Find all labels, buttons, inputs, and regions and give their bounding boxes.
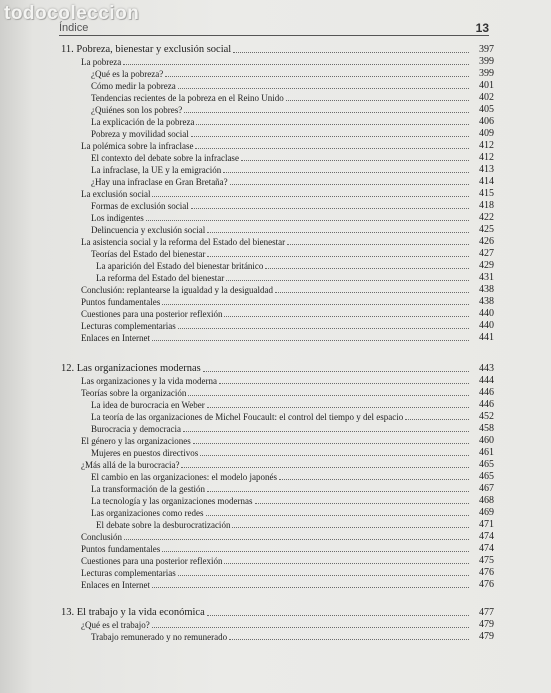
dot-leader bbox=[207, 490, 469, 492]
dot-leader bbox=[162, 550, 469, 552]
toc-entry bbox=[61, 446, 494, 458]
toc-entry-page: 443 bbox=[479, 363, 494, 374]
toc-entry bbox=[61, 271, 494, 283]
toc-entry-page: 469 bbox=[479, 507, 494, 518]
toc-entry-page: 406 bbox=[479, 116, 494, 127]
toc-entry-title: Cuestiones para una posterior reflexión bbox=[81, 556, 223, 566]
toc-entry-page: 440 bbox=[479, 308, 494, 319]
dot-leader bbox=[196, 123, 469, 125]
toc-entry-page: 479 bbox=[479, 631, 494, 642]
toc-entry bbox=[61, 434, 494, 446]
dot-leader bbox=[146, 219, 469, 221]
toc-entry bbox=[61, 530, 494, 542]
toc-entry-title: Los indigentes bbox=[91, 213, 144, 223]
toc-entry bbox=[61, 79, 494, 91]
toc-entry-page: 401 bbox=[479, 80, 494, 91]
dot-leader bbox=[224, 562, 469, 564]
dot-leader bbox=[178, 87, 469, 89]
toc-entry-title: La pobreza bbox=[81, 57, 122, 67]
toc-entry-page: 476 bbox=[479, 579, 494, 590]
dot-leader bbox=[191, 207, 469, 209]
toc-entry-title: Teorías del Estado del bienestar bbox=[91, 249, 206, 259]
toc-entry-title: Formas de exclusión social bbox=[91, 201, 189, 211]
toc-chapter-11 bbox=[61, 43, 494, 343]
dot-leader bbox=[191, 135, 469, 137]
toc-entry-page: 427 bbox=[479, 248, 494, 259]
toc-chapter-heading bbox=[61, 362, 494, 374]
toc-entry-page: 474 bbox=[479, 543, 494, 554]
watermark: todocoleccion bbox=[4, 3, 140, 24]
toc-entry-title: La tecnología y las organizaciones modernas bbox=[91, 496, 253, 506]
toc-entry-page: 477 bbox=[479, 607, 494, 618]
toc-chapter-heading bbox=[61, 606, 494, 618]
toc-chapter-heading bbox=[61, 43, 494, 55]
dot-leader bbox=[123, 63, 469, 65]
toc-entry-title: Las organizaciones como redes bbox=[91, 508, 204, 518]
dot-leader bbox=[206, 514, 469, 516]
toc-entry-page: 467 bbox=[479, 483, 494, 494]
toc-entry-title: La explicación de la pobreza bbox=[91, 117, 195, 127]
toc-entry bbox=[61, 67, 494, 79]
dot-leader bbox=[279, 478, 469, 480]
toc-entry-title: La infraclase, la UE y la emigración bbox=[91, 165, 222, 175]
toc-entry-title: Teorías sobre la organización bbox=[81, 388, 187, 398]
toc-entry-title: La transformación de la gestión bbox=[91, 484, 205, 494]
toc-entry bbox=[61, 542, 494, 554]
dot-leader bbox=[200, 454, 469, 456]
toc-entry bbox=[61, 331, 494, 343]
toc-entry bbox=[61, 554, 494, 566]
dot-leader bbox=[405, 418, 469, 420]
toc-entry-title: Trabajo remunerado y no remunerado bbox=[91, 632, 228, 642]
dot-leader bbox=[224, 315, 469, 317]
toc-entry-page: 412 bbox=[479, 152, 494, 163]
toc-entry-title: Cuestiones para una posterior reflexión bbox=[81, 309, 223, 319]
dot-leader bbox=[178, 327, 469, 329]
toc-entry-page: 399 bbox=[479, 68, 494, 79]
toc-entry bbox=[61, 235, 494, 247]
dot-leader bbox=[219, 382, 469, 384]
toc-entry-page: 409 bbox=[479, 128, 494, 139]
toc-entry-title: ¿Más allá de la burocracia? bbox=[81, 460, 180, 470]
toc-entry-title: Delincuencia y exclusión social bbox=[91, 225, 206, 235]
page-number: 13 bbox=[475, 21, 489, 35]
toc-entry bbox=[61, 494, 494, 506]
dot-leader bbox=[287, 243, 469, 245]
toc-entry bbox=[61, 187, 494, 199]
toc-entry bbox=[61, 127, 494, 139]
toc-entry-title: Lecturas complementarias bbox=[81, 321, 176, 331]
toc-entry bbox=[61, 422, 494, 434]
toc-entry-page: 444 bbox=[479, 375, 494, 386]
toc-entry-title: La reforma del Estado del bienestar bbox=[96, 273, 225, 283]
toc-chapter-13 bbox=[61, 606, 494, 642]
toc-chapter-12 bbox=[61, 362, 494, 590]
toc-entry-title: Cómo medir la pobreza bbox=[91, 81, 176, 91]
dot-leader bbox=[152, 195, 469, 197]
toc-entry-title: La exclusión social bbox=[81, 189, 151, 199]
dot-leader bbox=[124, 538, 469, 540]
toc-entry-title: La idea de burocracia en Weber bbox=[91, 400, 205, 410]
toc-entry-title: Puntos fundamentales bbox=[81, 544, 161, 554]
toc-entry bbox=[61, 398, 494, 410]
dot-leader bbox=[184, 111, 469, 113]
toc-entry-page: 397 bbox=[479, 44, 494, 55]
toc-entry-title: El contexto del debate sobre la infraclase bbox=[91, 153, 239, 163]
dot-leader bbox=[286, 99, 469, 101]
toc-entry-page: 441 bbox=[479, 332, 494, 343]
toc-entry-page: 422 bbox=[479, 212, 494, 223]
toc-entry-page: 426 bbox=[479, 236, 494, 247]
toc-entry-title: El género y las organizaciones bbox=[81, 436, 191, 446]
toc-entry-page: 412 bbox=[479, 140, 494, 151]
toc-entry bbox=[61, 115, 494, 127]
toc-entry-title: Las organizaciones y la vida moderna bbox=[81, 376, 218, 386]
toc-entry-page: 475 bbox=[479, 555, 494, 566]
toc-entry-title: Enlaces en Internet bbox=[81, 580, 150, 590]
toc-entry-page: 399 bbox=[479, 56, 494, 67]
toc-entry-title: La teoría de las organizaciones de Michel Foucault: el control del tiempo y del espacio bbox=[91, 412, 404, 422]
toc-entry-page: 465 bbox=[479, 459, 494, 470]
toc-entry-page: 460 bbox=[479, 435, 494, 446]
toc-entry-page: 461 bbox=[479, 447, 494, 458]
toc-entry-page: 402 bbox=[479, 92, 494, 103]
dot-leader bbox=[207, 406, 469, 408]
toc-entry bbox=[61, 103, 494, 115]
toc-entry-title: Mujeres en puestos directivos bbox=[91, 448, 199, 458]
section-title: Índice bbox=[59, 22, 89, 34]
toc-entry-page: 476 bbox=[479, 567, 494, 578]
toc-entry-title: Tendencias recientes de la pobreza en el Reino Unido bbox=[91, 93, 284, 103]
toc-entry-page: 431 bbox=[479, 272, 494, 283]
toc-entry-title: 11. Pobreza, bienestar y exclusión social bbox=[61, 44, 232, 55]
toc-entry bbox=[61, 470, 494, 482]
dot-leader bbox=[232, 526, 469, 528]
toc-entry-page: 425 bbox=[479, 224, 494, 235]
dot-leader bbox=[193, 442, 469, 444]
toc-entry-page: 415 bbox=[479, 188, 494, 199]
dot-leader bbox=[183, 430, 469, 432]
toc-entry-title: La polémica sobre la infraclase bbox=[81, 141, 194, 151]
toc-entry-title: ¿Qué es la pobreza? bbox=[91, 69, 164, 79]
toc-entry-title: Enlaces en Internet bbox=[81, 333, 150, 343]
dot-leader bbox=[275, 291, 469, 293]
dot-leader bbox=[229, 638, 469, 640]
toc-entry-page: 465 bbox=[479, 471, 494, 482]
toc-entry bbox=[61, 139, 494, 151]
toc-entry bbox=[61, 175, 494, 187]
toc-entry bbox=[61, 163, 494, 175]
dot-leader bbox=[230, 183, 469, 185]
dot-leader bbox=[223, 171, 469, 173]
dot-leader bbox=[207, 255, 469, 257]
toc-entry-title: El cambio en las organizaciones: el modelo japonés bbox=[91, 472, 278, 482]
toc-entry bbox=[61, 223, 494, 235]
toc-entry bbox=[61, 630, 494, 642]
toc-entry bbox=[61, 482, 494, 494]
dot-leader bbox=[178, 574, 469, 576]
dot-leader bbox=[162, 303, 469, 305]
toc-entry-page: 438 bbox=[479, 296, 494, 307]
toc-entry bbox=[61, 151, 494, 163]
dot-leader bbox=[203, 370, 469, 372]
dot-leader bbox=[181, 466, 469, 468]
toc-entry bbox=[61, 307, 494, 319]
toc-entry-page: 446 bbox=[479, 399, 494, 410]
dot-leader bbox=[152, 339, 469, 341]
toc-entry bbox=[61, 618, 494, 630]
dot-leader bbox=[233, 51, 469, 53]
toc-entry-page: 414 bbox=[479, 176, 494, 187]
dot-leader bbox=[152, 586, 469, 588]
toc-entry bbox=[61, 247, 494, 259]
toc-entry-page: 413 bbox=[479, 164, 494, 175]
page-header bbox=[59, 19, 489, 36]
toc-entry-page: 418 bbox=[479, 200, 494, 211]
toc-entry bbox=[61, 386, 494, 398]
toc-entry-title: 13. El trabajo y la vida económica bbox=[61, 607, 205, 618]
toc-entry-title: La asistencia social y la reforma del Estado del bienestar bbox=[81, 237, 286, 247]
toc-entry-title: ¿Hay una infraclase en Gran Bretaña? bbox=[91, 177, 228, 187]
toc-entry-title: Conclusión bbox=[81, 532, 123, 542]
dot-leader bbox=[152, 626, 469, 628]
toc-entry bbox=[61, 211, 494, 223]
toc-entry-page: 429 bbox=[479, 260, 494, 271]
toc-entry bbox=[61, 199, 494, 211]
toc-entry bbox=[61, 566, 494, 578]
toc-entry bbox=[61, 506, 494, 518]
toc-entry-title: ¿Qué es el trabajo? bbox=[81, 620, 150, 630]
toc-entry-title: Puntos fundamentales bbox=[81, 297, 161, 307]
toc-entry bbox=[61, 259, 494, 271]
toc-entry bbox=[61, 91, 494, 103]
toc-entry-title: El debate sobre la desburocratización bbox=[96, 520, 231, 530]
dot-leader bbox=[265, 267, 469, 269]
toc-entry-title: Pobreza y movilidad social bbox=[91, 129, 189, 139]
toc-entry-title: La aparición del Estado del bienestar británico bbox=[96, 261, 264, 271]
toc-entry bbox=[61, 578, 494, 590]
toc-entry bbox=[61, 374, 494, 386]
toc-entry-title: ¿Quiénes son los pobres? bbox=[91, 105, 183, 115]
toc-entry-page: 405 bbox=[479, 104, 494, 115]
toc-entry bbox=[61, 458, 494, 470]
toc-entry bbox=[61, 283, 494, 295]
toc-entry bbox=[61, 518, 494, 530]
toc-entry-page: 471 bbox=[479, 519, 494, 530]
toc-entry-page: 468 bbox=[479, 495, 494, 506]
toc-entry bbox=[61, 319, 494, 331]
dot-leader bbox=[165, 75, 469, 77]
dot-leader bbox=[188, 394, 469, 396]
toc-entry-page: 438 bbox=[479, 284, 494, 295]
dot-leader bbox=[207, 614, 469, 616]
dot-leader bbox=[207, 231, 469, 233]
dot-leader bbox=[255, 502, 469, 504]
dot-leader bbox=[241, 159, 469, 161]
dot-leader bbox=[226, 279, 469, 281]
toc-entry-title: Lecturas complementarias bbox=[81, 568, 176, 578]
toc-entry-page: 452 bbox=[479, 411, 494, 422]
toc-entry-page: 440 bbox=[479, 320, 494, 331]
toc-entry-page: 479 bbox=[479, 619, 494, 630]
toc-entry bbox=[61, 55, 494, 67]
toc-entry-page: 458 bbox=[479, 423, 494, 434]
toc-entry-title: Burocracia y democracia bbox=[91, 424, 181, 434]
toc-entry-title: Conclusión: replantearse la igualdad y la desigualdad bbox=[81, 285, 273, 295]
toc-entry-page: 474 bbox=[479, 531, 494, 542]
toc-entry-title: 12. Las organizaciones modernas bbox=[61, 363, 201, 374]
dot-leader bbox=[195, 147, 469, 149]
toc-entry bbox=[61, 295, 494, 307]
toc-entry-page: 446 bbox=[479, 387, 494, 398]
toc-entry bbox=[61, 410, 494, 422]
